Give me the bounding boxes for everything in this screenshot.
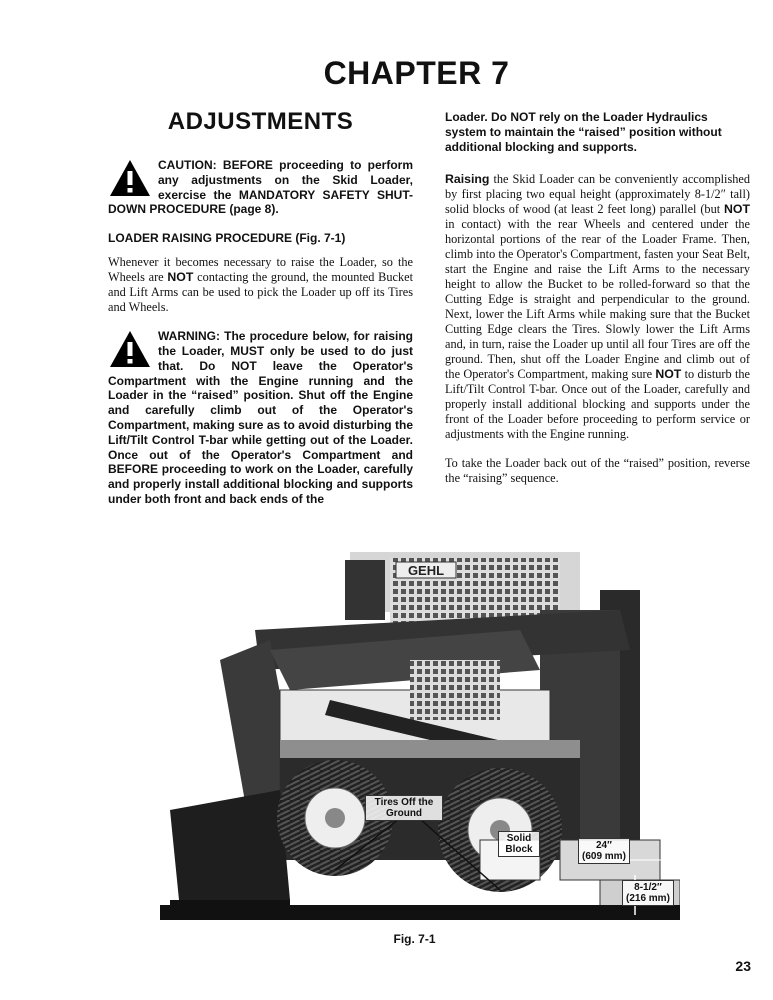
- raising-intro-paragraph: Whenever it becomes necessary to raise the Loader, so the Wheels are NOT contacting the ground, the mounted Bucket and Lift Arms can be used to pick the Loader up off its Tires and Wheels.: [108, 255, 413, 315]
- warning-continuation: Loader. Do NOT rely on the Loader Hydraulics system to maintain the “raised” position without additional blocking and supports.: [445, 110, 722, 154]
- warning-triangle-icon: [108, 158, 152, 198]
- chapter-title: CHAPTER 7: [323, 55, 510, 91]
- section-title: ADJUSTMENTS: [167, 108, 354, 135]
- raising-paragraph: Raising the Skid Loader can be conveniently accomplished by first placing two equal height (approximately 8-1/2″ tall) solid blocks of wood (at least 2 feet long) parallel (but NOT in contact) with the rear Wheels and centered under the horizontal portions of the rear of the Loader Frame. Then, climb into the Operator's Compartment, fasten your Seat Belt, start the Engine and raise the Lift Arms to the necessary height to allow the Bucket to be rolled-forward so that the Cutting Edge is straight and perpendicular to the ground. Next, lower the Lift Arms while making sure that the Bucket Cutting Edge clears the Tires. Slowly lower the Lift Arms and, in turn, raise the Loader up until all four Tires are off the ground. Then, shut off the Loader Engine and climb out of the Operator's Compartment, making sure NOT to disturb the Lift/Tilt Control T-bar. Once out of the Loader, carefully and properly install additional blocking and supports under the front of the Loader before proceeding to perform service or adjustments with the Engine running.: [445, 172, 750, 442]
- page-number: 23: [735, 958, 751, 974]
- callout-24-inch: 24″ (609 mm): [578, 838, 630, 864]
- figure-skid-loader: [160, 540, 680, 920]
- bucket: [170, 790, 290, 910]
- brand-label: GEHL: [407, 563, 445, 578]
- callout-8-5-inch: 8-1/2″ (216 mm): [622, 880, 674, 906]
- left-column: [108, 108, 413, 507]
- raising-procedure-heading: LOADER RAISING PROCEDURE (Fig. 7-1): [108, 231, 346, 246]
- warning-triangle-icon: [108, 329, 152, 369]
- warning-text: WARNING: The procedure below, for raising the Loader, MUST only be used to do just that. Do NOT leave the Operator's Compartment with the Engine running and the Loader in the “raised” position. Shut off the Engine and carefully climb out of the Operator's Compartment, making sure as to avoid disturbing the Lift/Tilt Control T-bar while getting out of the Loader. Once out of the Operator's Compartment and BEFORE proceeding to work on the Loader, carefully and properly install additional blocking and supports under both front and back ends of the: [108, 329, 413, 506]
- callout-tires-off-ground: Tires Off the Ground: [365, 795, 443, 821]
- figure-caption: Fig. 7-1: [393, 932, 436, 946]
- warning-notice: [108, 329, 413, 507]
- caution-text: CAUTION: BEFORE proceeding to perform any adjustments on the Skid Loader, exercise the MANDATORY SAFETY SHUT-DOWN PROCEDURE (page 8).: [108, 158, 413, 217]
- lowering-paragraph: To take the Loader back out of the “raised” position, reverse the “raising” sequence.: [445, 456, 750, 486]
- caution-notice: [108, 158, 413, 217]
- right-column: [445, 110, 750, 500]
- callout-solid-block: Solid Block: [498, 831, 540, 857]
